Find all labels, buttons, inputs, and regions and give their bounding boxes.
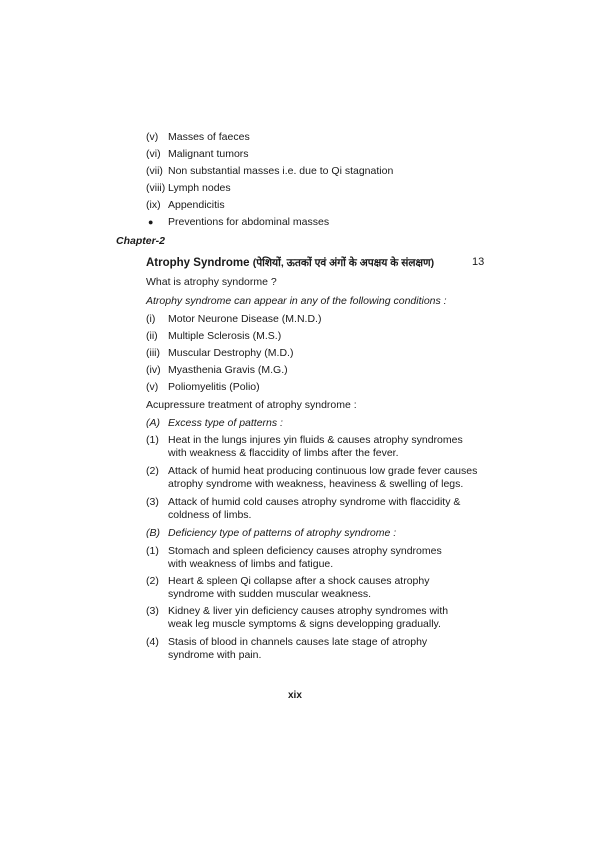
item-line: syndrome with sudden muscular weakness. — [168, 588, 372, 600]
bullet-icon: ● — [148, 217, 154, 227]
page-number: xix — [288, 690, 302, 701]
page-reference: 13 — [472, 256, 485, 268]
condition-item: Poliomyelitis (Polio) — [168, 381, 260, 393]
condition-item: Multiple Sclerosis (M.S.) — [168, 330, 282, 342]
item-line: Attack of humid cold causes atrophy syndrome with flaccidity & — [168, 496, 461, 508]
condition-marker: (iii) — [146, 347, 160, 359]
item-line: syndrome with pain. — [168, 649, 262, 661]
section-marker: (B) — [146, 527, 160, 539]
item-line: with weakness & flaccidity of limbs after the fever. — [168, 447, 399, 459]
item-line: Heat in the lungs injures yin fluids & causes atrophy syndromes — [168, 434, 463, 446]
condition-marker: (iv) — [146, 364, 161, 376]
item-line: atrophy syndrome with weakness, heaviness & swelling of legs. — [168, 478, 464, 490]
conditions-intro: Atrophy syndrome can appear in any of the following conditions : — [146, 295, 447, 307]
list-marker: (vii) — [146, 165, 163, 177]
condition-item: Muscular Destrophy (M.D.) — [168, 347, 294, 359]
list-marker: (vi) — [146, 148, 161, 160]
condition-item: Myasthenia Gravis (M.G.) — [168, 364, 288, 376]
condition-marker: (i) — [146, 313, 156, 325]
item-line: weak leg muscle symptoms & signs developping gradually. — [168, 618, 441, 630]
item-marker: (3) — [146, 496, 159, 508]
chapter-label: Chapter-2 — [116, 235, 166, 247]
item-marker: (4) — [146, 636, 159, 648]
list-item: Appendicitis — [168, 199, 225, 211]
item-marker: (1) — [146, 545, 159, 557]
list-item: Lymph nodes — [168, 182, 231, 194]
condition-item: Motor Neurone Disease (M.N.D.) — [168, 313, 322, 325]
heading-title: Atrophy Syndrome — [146, 257, 250, 269]
condition-marker: (v) — [146, 381, 159, 393]
treatment-intro: Acupressure treatment of atrophy syndrome : — [146, 399, 357, 411]
item-line: Heart & spleen Qi collapse after a shock causes atrophy — [168, 575, 430, 587]
item-line: Stomach and spleen deficiency causes atrophy syndromes — [168, 545, 442, 557]
list-item: Masses of faeces — [168, 131, 250, 143]
item-line: Kidney & liver yin deficiency causes atrophy syndromes with — [168, 605, 449, 617]
list-marker: (ix) — [146, 199, 161, 211]
question-text: What is atrophy syndorme ? — [146, 276, 277, 288]
list-item: Preventions for abdominal masses — [168, 216, 330, 228]
item-marker: (2) — [146, 575, 159, 587]
list-item: Malignant tumors — [168, 148, 249, 160]
item-line: Stasis of blood in channels causes late stage of atrophy — [168, 636, 428, 648]
item-line: Attack of humid heat producing continuous low grade fever causes — [168, 465, 478, 477]
item-line: with weakness of limbs and fatigue. — [168, 558, 334, 570]
item-line: coldness of limbs. — [168, 509, 252, 521]
section-marker: (A) — [146, 417, 160, 429]
excess-header: Excess type of patterns : — [168, 417, 283, 429]
section-heading — [146, 256, 434, 270]
item-marker: (2) — [146, 465, 159, 477]
deficiency-header: Deficiency type of patterns of atrophy syndrome : — [168, 527, 397, 539]
list-marker: (viii) — [146, 182, 166, 194]
list-marker: (v) — [146, 131, 159, 143]
item-marker: (3) — [146, 605, 159, 617]
list-item: Non substantial masses i.e. due to Qi stagnation — [168, 165, 394, 177]
item-marker: (1) — [146, 434, 159, 446]
condition-marker: (ii) — [146, 330, 158, 342]
heading-hindi: (पेशियों, ऊतकों एवं अंगों के अपक्षय के संलक्षण) — [252, 257, 435, 269]
